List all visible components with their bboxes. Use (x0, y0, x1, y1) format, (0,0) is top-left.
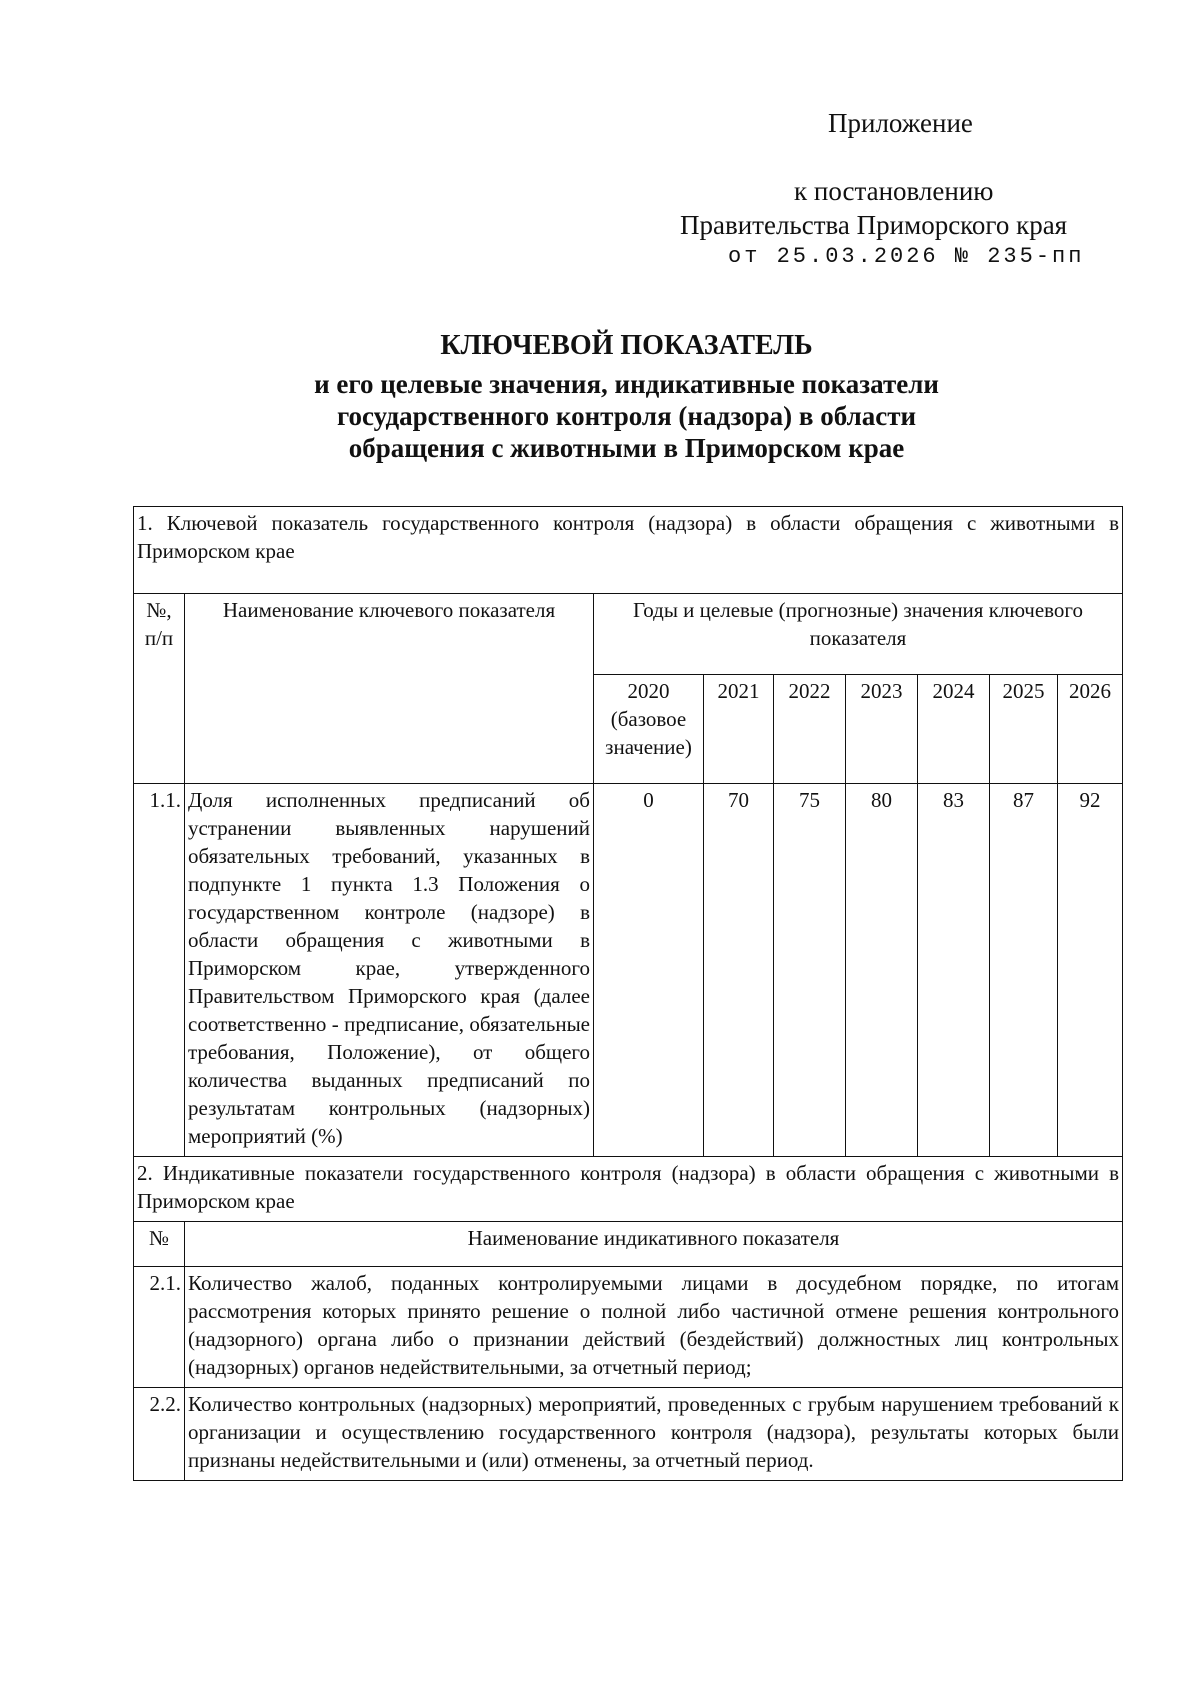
section1-header-row (134, 594, 1123, 675)
col-name-header: Наименование ключевого показателя (185, 594, 594, 784)
appendix-line-decree: к постановлению (794, 176, 994, 206)
indicative-number-header: № (134, 1222, 185, 1267)
row-number: 2.2. (134, 1388, 185, 1481)
year-2022-header: 2022 (774, 675, 846, 784)
year-2021-header: 2021 (704, 675, 774, 784)
title-main: КЛЮЧЕВОЙ ПОКАЗАТЕЛЬ (440, 330, 813, 361)
row-number: 1.1. (134, 784, 185, 1157)
section2-header-row (134, 1222, 1123, 1267)
table-row (134, 1388, 1123, 1481)
table-row (134, 1267, 1123, 1388)
title-sub-1: и его целевые значения, индикативные показатели (314, 369, 939, 399)
year-2023-header: 2023 (846, 675, 918, 784)
value-2020: 0 (594, 784, 704, 1157)
indicative-text: Количество контрольных (надзорных) мероприятий, проведенных с грубым нарушением требований к организации и осуществлению государственного контроля (надзора), результаты которых были признаны недействительными и (или) отменены, за отчетный период. (185, 1388, 1123, 1481)
key-indicator-name: Доля исполненных предписаний об устранении выявленных нарушений обязательных требований, указанных в подпункте 1 пункта 1.3 Положения о государственном контроле (надзоре) в области обращения с животными в Приморском крае, утвержденного Правительством Приморского края (далее соответственно - предписание, обязательные требования, Положение), от общего количества выданных предписаний по результатам контрольных (надзорных) мероприятий (%) (185, 784, 594, 1157)
key-indicator-row (134, 784, 1123, 1157)
document-title (0, 330, 1200, 464)
year-2020-header: 2020 (базовое значение) (594, 675, 704, 784)
year-2025-header: 2025 (990, 675, 1058, 784)
indicators-table (133, 506, 1123, 1481)
value-2025: 87 (990, 784, 1058, 1157)
section2-heading: 2. Индикативные показатели государственного контроля (надзора) в области обращения с животными в Приморском крае (134, 1157, 1123, 1222)
section1-heading: 1. Ключевой показатель государственного контроля (надзора) в области обращения с животными в Приморском крае (134, 507, 1123, 594)
row-number: 2.1. (134, 1267, 185, 1388)
value-2023: 80 (846, 784, 918, 1157)
value-2022: 75 (774, 784, 846, 1157)
col-years-header: Годы и целевые (прогнозные) значения ключевого показателя (594, 594, 1123, 675)
year-2024-header: 2024 (918, 675, 990, 784)
year-2026-header: 2026 (1058, 675, 1123, 784)
appendix-line-date-number: от 25.03.2026 № 235-пп (728, 244, 1085, 269)
appendix-block (0, 0, 1200, 280)
indicative-name-header: Наименование индикативного показателя (185, 1222, 1123, 1267)
col-number-header: №, п/п (134, 594, 185, 784)
indicative-text: Количество жалоб, поданных контролируемыми лицами в досудебном порядке, по итогам рассмотрения которых принято решение о полной либо частичной отмене решения контрольного (надзорного) органа либо о признании действий (бездействий) должностных лиц контрольных (надзорных) органов недействительными, за отчетный период; (185, 1267, 1123, 1388)
value-2026: 92 (1058, 784, 1123, 1157)
title-sub-2: государственного контроля (надзора) в области (336, 401, 917, 431)
value-2024: 83 (918, 784, 990, 1157)
appendix-line-government: Правительства Приморского края (680, 210, 1068, 240)
appendix-title: Приложение (828, 108, 973, 138)
section2-heading-row (134, 1157, 1123, 1222)
value-2021: 70 (704, 784, 774, 1157)
title-sub-3: обращения с животными в Приморском крае (348, 433, 905, 463)
section1-heading-row (134, 507, 1123, 594)
